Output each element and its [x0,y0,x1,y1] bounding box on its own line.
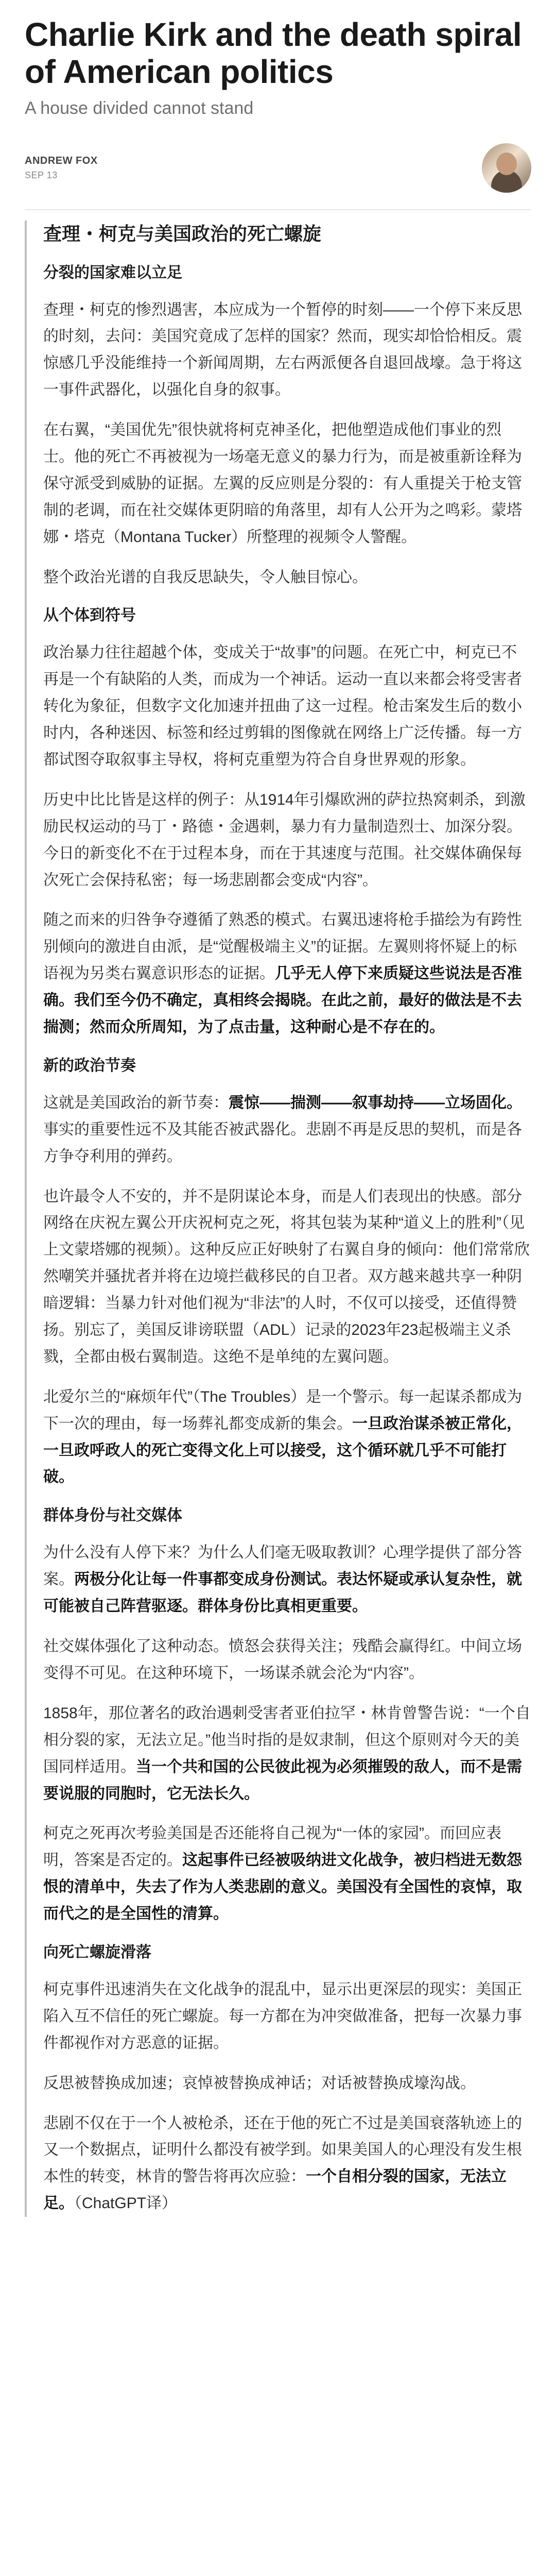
text-run: 在右翼，“美国优先”很快就将柯克神圣化，把他塑造成他们事业的烈士。他的死亡不再被视为一场毫无意义的暴力行为，而是被重新诠释为保守派受到威胁的证据。左翼的反应则是分裂的：有人重提关于枪支管制的老调，而在社交媒体更阴暗的角落里，却有人公开为之鸣彩。蒙塔娜・塔克（Montana Tucker）所整理的视频令人警醒。 [43,421,522,546]
text-run: 整个政治光谱的自我反思缺失，令人触目惊心。 [43,568,368,586]
text-run: 查理・柯克的惨烈遇害，本应成为一个暂停的时刻——一个停下来反思的时刻，去问：美国究竟成了怎样的国家？然而，现实却恰恰相反。震惊感几乎没能维持一个新闻周期，左右两派便各自退回战壕。急于将这一事件武器化，以强化自身的叙事。 [43,301,522,399]
paragraph [43,1183,531,1370]
text-run: 也许最令人不安的，并不是阴谋论本身，而是人们表现出的快感。部分网络在庆祝左翼公开庆祝柯克之死，将其包装为某种“道义上的胜利”（见上文蒙塔娜的视频）。这种反应正好映射了右翼自身的倾向：他们常常欣然嘲笑并骚扰者并将在边境拦截移民的自卫者。双方越来越共享一种阴暗逻辑：当暴力针对他们视为“非法”的人时，不仅可以接受，还值得赞扬。别忘了，美国反诽谤联盟（ADL）记录的2023年23起极端主义杀戮，全都由极右翼制造。这绝不是单纯的左翼问题。 [43,1188,530,1365]
section-heading: 从个体到符号 [43,607,136,624]
text-run: 北爱尔兰的“麻烦年代”（The Troubles）是一个警示。每一起谋杀都成为下一次的理由，每一场葬礼都变成新的集会。 [43,1388,523,1432]
section-heading: 向死亡螺旋滑落 [43,1943,151,1961]
paragraph [43,564,531,591]
section-heading: 群体身份与社交媒体 [43,1507,182,1524]
paragraph [43,639,531,773]
paragraph [43,1976,531,2057]
paragraph [43,1633,531,1687]
paragraph [43,907,531,1040]
bold-text: 震惊——揣测——叙事劫持——立场固化。 [229,1094,522,1111]
quote-block [25,221,531,2217]
section-heading: 新的政治节奏 [43,1057,136,1074]
article-heading: 查理・柯克与美国政治的死亡螺旋 [43,223,322,245]
bold-text: 一个自相分裂的国家，无法立足。 [43,2168,507,2212]
article-body [25,221,531,2217]
author-avatar[interactable] [482,143,531,193]
text-run: 为什么没有人停下来？为什么人们毫无吸取教训？心理学提供了部分答案。 [43,1544,522,1588]
paragraph [43,2110,531,2217]
post-title: Charlie Kirk and the death spiral of American politics [25,16,522,90]
paragraph [43,297,531,404]
text-run: 事实的重要性远不及其能否被武器化。悲剧不再是反思的契机，而是各方争夺利用的弹药。 [43,1121,522,1165]
paragraph [43,1539,531,1620]
paragraph [43,1384,531,1491]
post-date: SEP 13 [25,170,58,181]
bold-text: 两极分化让每一件事都变成身份测试。表达怀疑或承认复杂性，就可能被自己阵营驱逐。群体身份比真相更重要。 [43,1571,522,1615]
paragraph [43,1090,531,1170]
paragraph [43,2070,531,2097]
byline-text [25,155,98,181]
paragraph [43,1700,531,1807]
byline [25,143,531,193]
text-run: 随之而来的归咎争夺遵循了熟悉的模式。右翼迅速将枪手描绘为有跨性别倾向的激进自由派，是“觉醒极端主义”的证据。左翼则将怀疑上的标语视为另类右翼意识形态的证据。 [43,911,522,982]
text-run: 社交媒体强化了这种动态。愤怒会获得关注；残酷会赢得红。中间立场变得不可见。在这种环境下，一场谋杀就会沦为“内容”。 [43,1638,522,1682]
paragraph [43,417,531,550]
text-run: 1858年，那位著名的政治遇刺受害者亚伯拉罕・林肯曾警告说：“一个自相分裂的家，无法立足。”他当时指的是奴隶制，但这个原则对今天的美国同样适用。 [43,1704,531,1775]
paragraph [43,1820,531,1927]
text-run: 反思被替换成加速；哀悼被替换成神话；对话被替换成壕沟战。 [43,2074,476,2092]
bold-text: 几乎无人停下来质疑这些说法是否准确。我们至今仍不确定，真相终会揭晓。在此之前，最好的做法是不去揣测；然而众所周知，为了点击量，这种耐心是不存在的。 [43,965,522,1036]
paragraph [43,787,531,894]
bold-text: 这起事件已经被吸纳进文化战争，被归档进无数怨恨的清单中，失去了作为人类悲剧的意义。美国没有全国性的哀悼，取而代之的是全国性的清算。 [43,1852,522,1923]
article-sections [43,261,531,2217]
text-run: 柯克之死再次考验美国是否还能将自己视为“一体的家园”。而回应表明，答案是否定的。 [43,1825,501,1869]
text-run: 悲剧不仅在于一个人被枪杀，还在于他的死亡不过是美国衰落轨迹上的又一个数据点，证明什么都没有被学到。如果美国人的心理没有发生根本性的转变，林肯的警告将再次应验： [43,2114,522,2185]
text-run: 历史中比比皆是这样的例子：从1914年引爆欧洲的萨拉热窝刺杀，到激励民权运动的马丁・路德・金遇刺，暴力有力量制造烈士、加深分裂。今日的新变化不在于过程本身，而在于其速度与范围。社交媒体确保每次死亡会保持私密；每一场悲剧都会变成“内容”。 [43,791,526,889]
author-name[interactable]: ANDREW FOX [25,155,98,167]
text-run: 政治暴力往往超越个体，变成关于“故事”的问题。在死亡中，柯克已不再是一个有缺陷的人类，而成为一个神话。运动一直以来都会将受害者转化为象征，但数字文化加速并扭曲了这一过程。枪击案发生后的数小时内，各种迷因、标签和经过剪辑的图像就在网络上广泛传播。每一方都试图夺取叙事主导权，将柯克重塑为符合自身世界观的形象。 [43,644,522,768]
text-run: （ChatGPT译） [74,2195,178,2212]
text-run: 柯克事件迅速消失在文化战争的混乱中，显示出更深层的现实：美国正陷入互不信任的死亡螺旋。每一方都在为冲突做准备，把每一次暴力事件都视作对方恶意的证据。 [43,1980,522,2052]
text-run: 这就是美国政治的新节奏： [43,1094,229,1111]
section-heading: 分裂的国家难以立足 [43,264,182,281]
divider [25,209,531,210]
bold-text: 一旦政治谋杀被正常化，一旦政呼政人的死亡变得文化上可以接受，这个循环就几乎不可能打破。 [43,1415,522,1486]
bold-text: 当一个共和国的公民彼此视为必须摧毁的敌人，而不是需要说服的同胞时，它无法长久。 [43,1758,522,1802]
post-subtitle: A house divided cannot stand [25,98,254,118]
